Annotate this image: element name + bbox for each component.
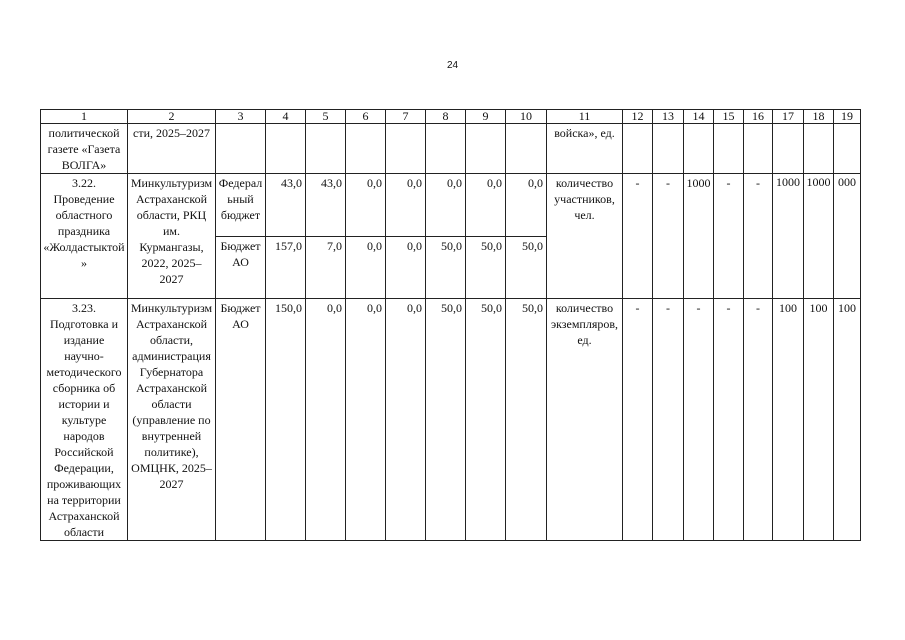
indicator-cell: количество экземпляров, ед. [547, 299, 623, 541]
amount-cell: 50,0 [506, 299, 547, 541]
column-number: 10 [506, 110, 547, 124]
indicator-cell: войска», ед. [547, 124, 623, 174]
page-number: 24 [446, 60, 459, 71]
program-table [40, 109, 861, 541]
amount-cell: 0,0 [386, 174, 426, 237]
empty-cell [386, 124, 426, 174]
column-number: 3 [216, 110, 266, 124]
target-value-cell: 000 [834, 174, 861, 299]
target-value-cell: - [714, 174, 744, 299]
target-value-cell: 1000 [684, 174, 714, 299]
target-value-cell: - [714, 299, 744, 541]
amount-cell: 50,0 [466, 299, 506, 541]
empty-cell [714, 124, 744, 174]
amount-cell: 50,0 [426, 237, 466, 299]
target-value-cell: - [744, 174, 773, 299]
empty-cell [744, 124, 773, 174]
row-3-22-federal [41, 174, 861, 237]
column-number: 7 [386, 110, 426, 124]
amount-cell: 0,0 [426, 174, 466, 237]
funding-source-cell: Бюджет АО [216, 299, 266, 541]
empty-cell [506, 124, 547, 174]
target-value-cell: - [744, 299, 773, 541]
target-value-cell: 100 [773, 299, 804, 541]
amount-cell: 50,0 [466, 237, 506, 299]
target-value-cell: 1000 [804, 174, 834, 299]
column-number: 11 [547, 110, 623, 124]
target-value-cell: 1000 [773, 174, 804, 299]
target-value-cell: 100 [834, 299, 861, 541]
indicator-cell: количество участников, чел. [547, 174, 623, 299]
column-number-row [41, 110, 861, 124]
empty-cell [684, 124, 714, 174]
executor-cell: Минкультуризм Астраханской области, администрация Губернатора Астраханской области (управление по внутренней политике), ОМЦНК, 2025–2027 [128, 299, 216, 541]
event-name-cell: 3.23. Подготовка и издание научно-методического сборника об истории и культуре народов Российской Федерации, проживающих на территории Астраханской области [41, 299, 128, 541]
column-number: 12 [623, 110, 653, 124]
amount-cell: 43,0 [266, 174, 306, 237]
empty-cell [426, 124, 466, 174]
amount-cell: 0,0 [506, 174, 547, 237]
amount-cell: 7,0 [306, 237, 346, 299]
column-number: 13 [653, 110, 684, 124]
column-number: 16 [744, 110, 773, 124]
amount-cell: 50,0 [506, 237, 547, 299]
funding-source-cell: Бюджет АО [216, 237, 266, 299]
amount-cell: 157,0 [266, 237, 306, 299]
event-name-cell: 3.22. Проведение областного праздника «Жолдастыктой» [41, 174, 128, 299]
amount-cell: 0,0 [386, 299, 426, 541]
empty-cell [466, 124, 506, 174]
amount-cell: 0,0 [346, 237, 386, 299]
amount-cell: 50,0 [426, 299, 466, 541]
continuation-row [41, 124, 861, 174]
row-3-23 [41, 299, 861, 541]
column-number: 19 [834, 110, 861, 124]
empty-cell [804, 124, 834, 174]
empty-cell [266, 124, 306, 174]
amount-cell: 0,0 [346, 174, 386, 237]
target-value-cell: 100 [804, 299, 834, 541]
target-value-cell: - [623, 299, 653, 541]
empty-cell [834, 124, 861, 174]
column-number: 17 [773, 110, 804, 124]
column-number: 15 [714, 110, 744, 124]
amount-cell: 43,0 [306, 174, 346, 237]
empty-cell [306, 124, 346, 174]
amount-cell: 0,0 [346, 299, 386, 541]
empty-cell [773, 124, 804, 174]
target-value-cell: - [653, 299, 684, 541]
empty-cell [623, 124, 653, 174]
target-value-cell: - [684, 299, 714, 541]
column-number: 8 [426, 110, 466, 124]
amount-cell: 0,0 [386, 237, 426, 299]
funding-source-cell: Федеральный бюджет [216, 174, 266, 237]
column-number: 18 [804, 110, 834, 124]
target-value-cell: - [623, 174, 653, 299]
executor-cell: сти, 2025–2027 [128, 124, 216, 174]
column-number: 9 [466, 110, 506, 124]
amount-cell: 150,0 [266, 299, 306, 541]
column-number: 2 [128, 110, 216, 124]
empty-cell [653, 124, 684, 174]
column-number: 6 [346, 110, 386, 124]
column-number: 4 [266, 110, 306, 124]
event-name-cell: политической газете «Газета ВОЛГА» [41, 124, 128, 174]
executor-cell: Минкультуризм Астраханской области, РКЦ им. Курмангазы, 2022, 2025–2027 [128, 174, 216, 299]
column-number: 14 [684, 110, 714, 124]
column-number: 5 [306, 110, 346, 124]
column-number: 1 [41, 110, 128, 124]
empty-cell [346, 124, 386, 174]
empty-cell [216, 124, 266, 174]
amount-cell: 0,0 [466, 174, 506, 237]
target-value-cell: - [653, 174, 684, 299]
amount-cell: 0,0 [306, 299, 346, 541]
